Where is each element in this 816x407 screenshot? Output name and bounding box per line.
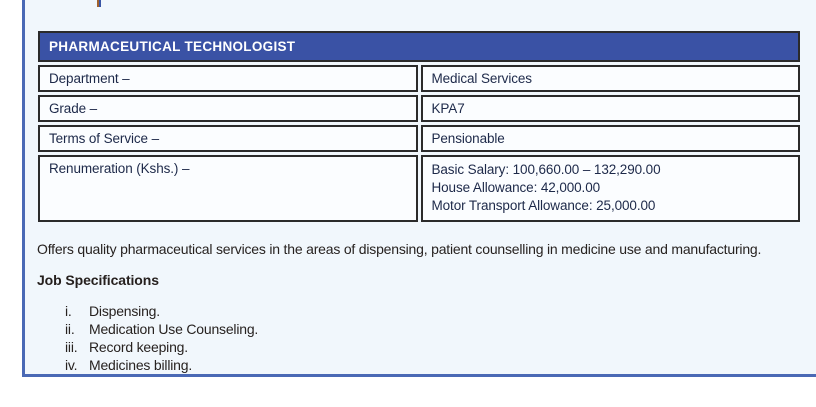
- remuneration-label: Renumeration (Kshs.) –: [38, 155, 418, 222]
- list-item-text: Medicines billing.: [89, 356, 193, 373]
- grade-value: KPA7: [421, 95, 801, 122]
- basic-salary-line: Basic Salary: 100,660.00 – 132,290.00: [431, 162, 661, 177]
- terms-of-service-value: Pensionable: [421, 125, 801, 152]
- list-item-text: Dispensing.: [89, 302, 160, 319]
- motor-transport-allowance-line: Motor Transport Allowance: 25,000.00: [431, 198, 656, 214]
- list-item-numeral: i.: [65, 302, 72, 319]
- remuneration-value: [421, 155, 801, 222]
- job-details-table: [35, 28, 803, 225]
- department-value: Medical Services: [421, 65, 801, 92]
- document-content: [35, 28, 803, 374]
- list-item-numeral: ii.: [65, 320, 75, 337]
- list-item: [65, 320, 803, 338]
- list-item-text: Medication Use Counseling.: [89, 320, 259, 337]
- list-item: [65, 302, 803, 320]
- list-item-numeral: iv.: [65, 356, 78, 373]
- house-allowance-line: House Allowance: 42,000.00: [431, 180, 601, 196]
- table-row: [38, 125, 800, 152]
- clipped-glyph-fragment: [97, 0, 101, 7]
- terms-of-service-label: Terms of Service –: [38, 125, 418, 152]
- list-item: [65, 338, 803, 356]
- table-header-row: [38, 31, 800, 62]
- table-row: [38, 155, 800, 222]
- list-item-text: Record keeping.: [89, 338, 188, 355]
- table-row: [38, 95, 800, 122]
- job-summary-paragraph: Offers quality pharmaceutical services in the areas of dispensing, patient counselling in medicine use and manufacturing.: [37, 240, 762, 257]
- list-item: [65, 356, 803, 374]
- table-row: [38, 65, 800, 92]
- job-title-header: PHARMACEUTICAL TECHNOLOGIST: [38, 31, 800, 62]
- document-panel: [22, 0, 816, 377]
- department-label: Department –: [38, 65, 418, 92]
- job-specifications-heading: Job Specifications: [37, 271, 159, 288]
- grade-label: Grade –: [38, 95, 418, 122]
- job-specifications-list: [65, 302, 803, 374]
- list-item-numeral: iii.: [65, 338, 78, 355]
